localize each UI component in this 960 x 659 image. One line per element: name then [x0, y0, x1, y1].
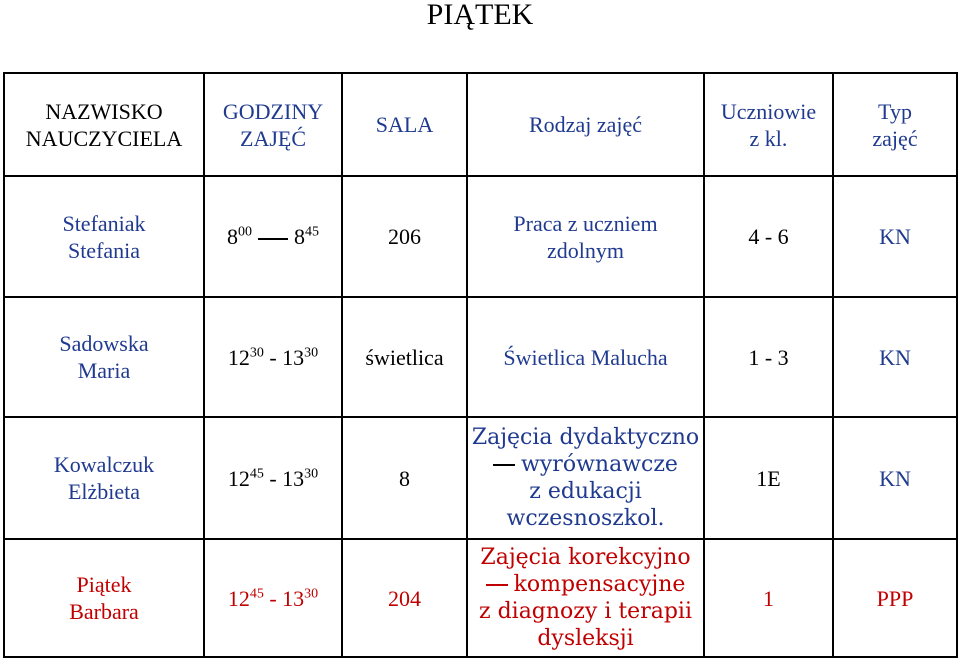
header-type: Typ zajęć: [833, 73, 957, 176]
hours-cell: $8^{00}$ $8^{45}$: [204, 176, 342, 297]
table-row: [4, 176, 957, 297]
teacher-cell: Piątek Barbara: [4, 539, 204, 657]
header-kind: Rodzaj zajęć: [467, 73, 704, 176]
room-cell: 204: [342, 539, 467, 657]
type-cell: KN: [833, 176, 957, 297]
room-cell: 8: [342, 417, 467, 539]
teacher-cell: Stefaniak Stefania: [4, 176, 204, 297]
students-cell: 4 - 6: [704, 176, 833, 297]
kind-cell: Świetlica Malucha: [467, 297, 704, 417]
students-cell: 1E: [704, 417, 833, 539]
header-teacher: NAZWISKO NAUCZYCIELA: [4, 73, 204, 176]
teacher-cell: Sadowska Maria: [4, 297, 204, 417]
hours-cell: $12^{45} - 13^{30}$: [204, 417, 342, 539]
room-cell: 206: [342, 176, 467, 297]
kind-cell: Praca z uczniem zdolnym: [467, 176, 704, 297]
type-cell: KN: [833, 297, 957, 417]
header-students: Uczniowie z kl.: [704, 73, 833, 176]
dash-separator: [258, 238, 288, 240]
table-row: [4, 539, 957, 657]
kind-cell: Zajęcia korekcyjno kompensacyjne z diagnozy i terapii dysleksji: [467, 539, 704, 657]
dash-separator: [493, 464, 515, 466]
room-cell: świetlica: [342, 297, 467, 417]
hours-cell: $12^{45} - 13^{30}$: [204, 539, 342, 657]
kind-cell: Zajęcia dydaktyczno wyrównawcze z edukacji wczesnoszkol.: [467, 417, 704, 539]
students-cell: 1: [704, 539, 833, 657]
header-hours: GODZINY ZAJĘĆ: [204, 73, 342, 176]
type-cell: KN: [833, 417, 957, 539]
schedule-table: [3, 72, 958, 658]
page-title: PIĄTEK: [426, 0, 534, 31]
type-cell: PPP: [833, 539, 957, 657]
table-row: [4, 297, 957, 417]
teacher-cell: Kowalczuk Elżbieta: [4, 417, 204, 539]
hours-cell: $12^{30} - 13^{30}$: [204, 297, 342, 417]
students-cell: 1 - 3: [704, 297, 833, 417]
table-header-row: [4, 73, 957, 176]
dash-separator: [486, 584, 508, 586]
table-row: [4, 417, 957, 539]
header-room: SALA: [342, 73, 467, 176]
